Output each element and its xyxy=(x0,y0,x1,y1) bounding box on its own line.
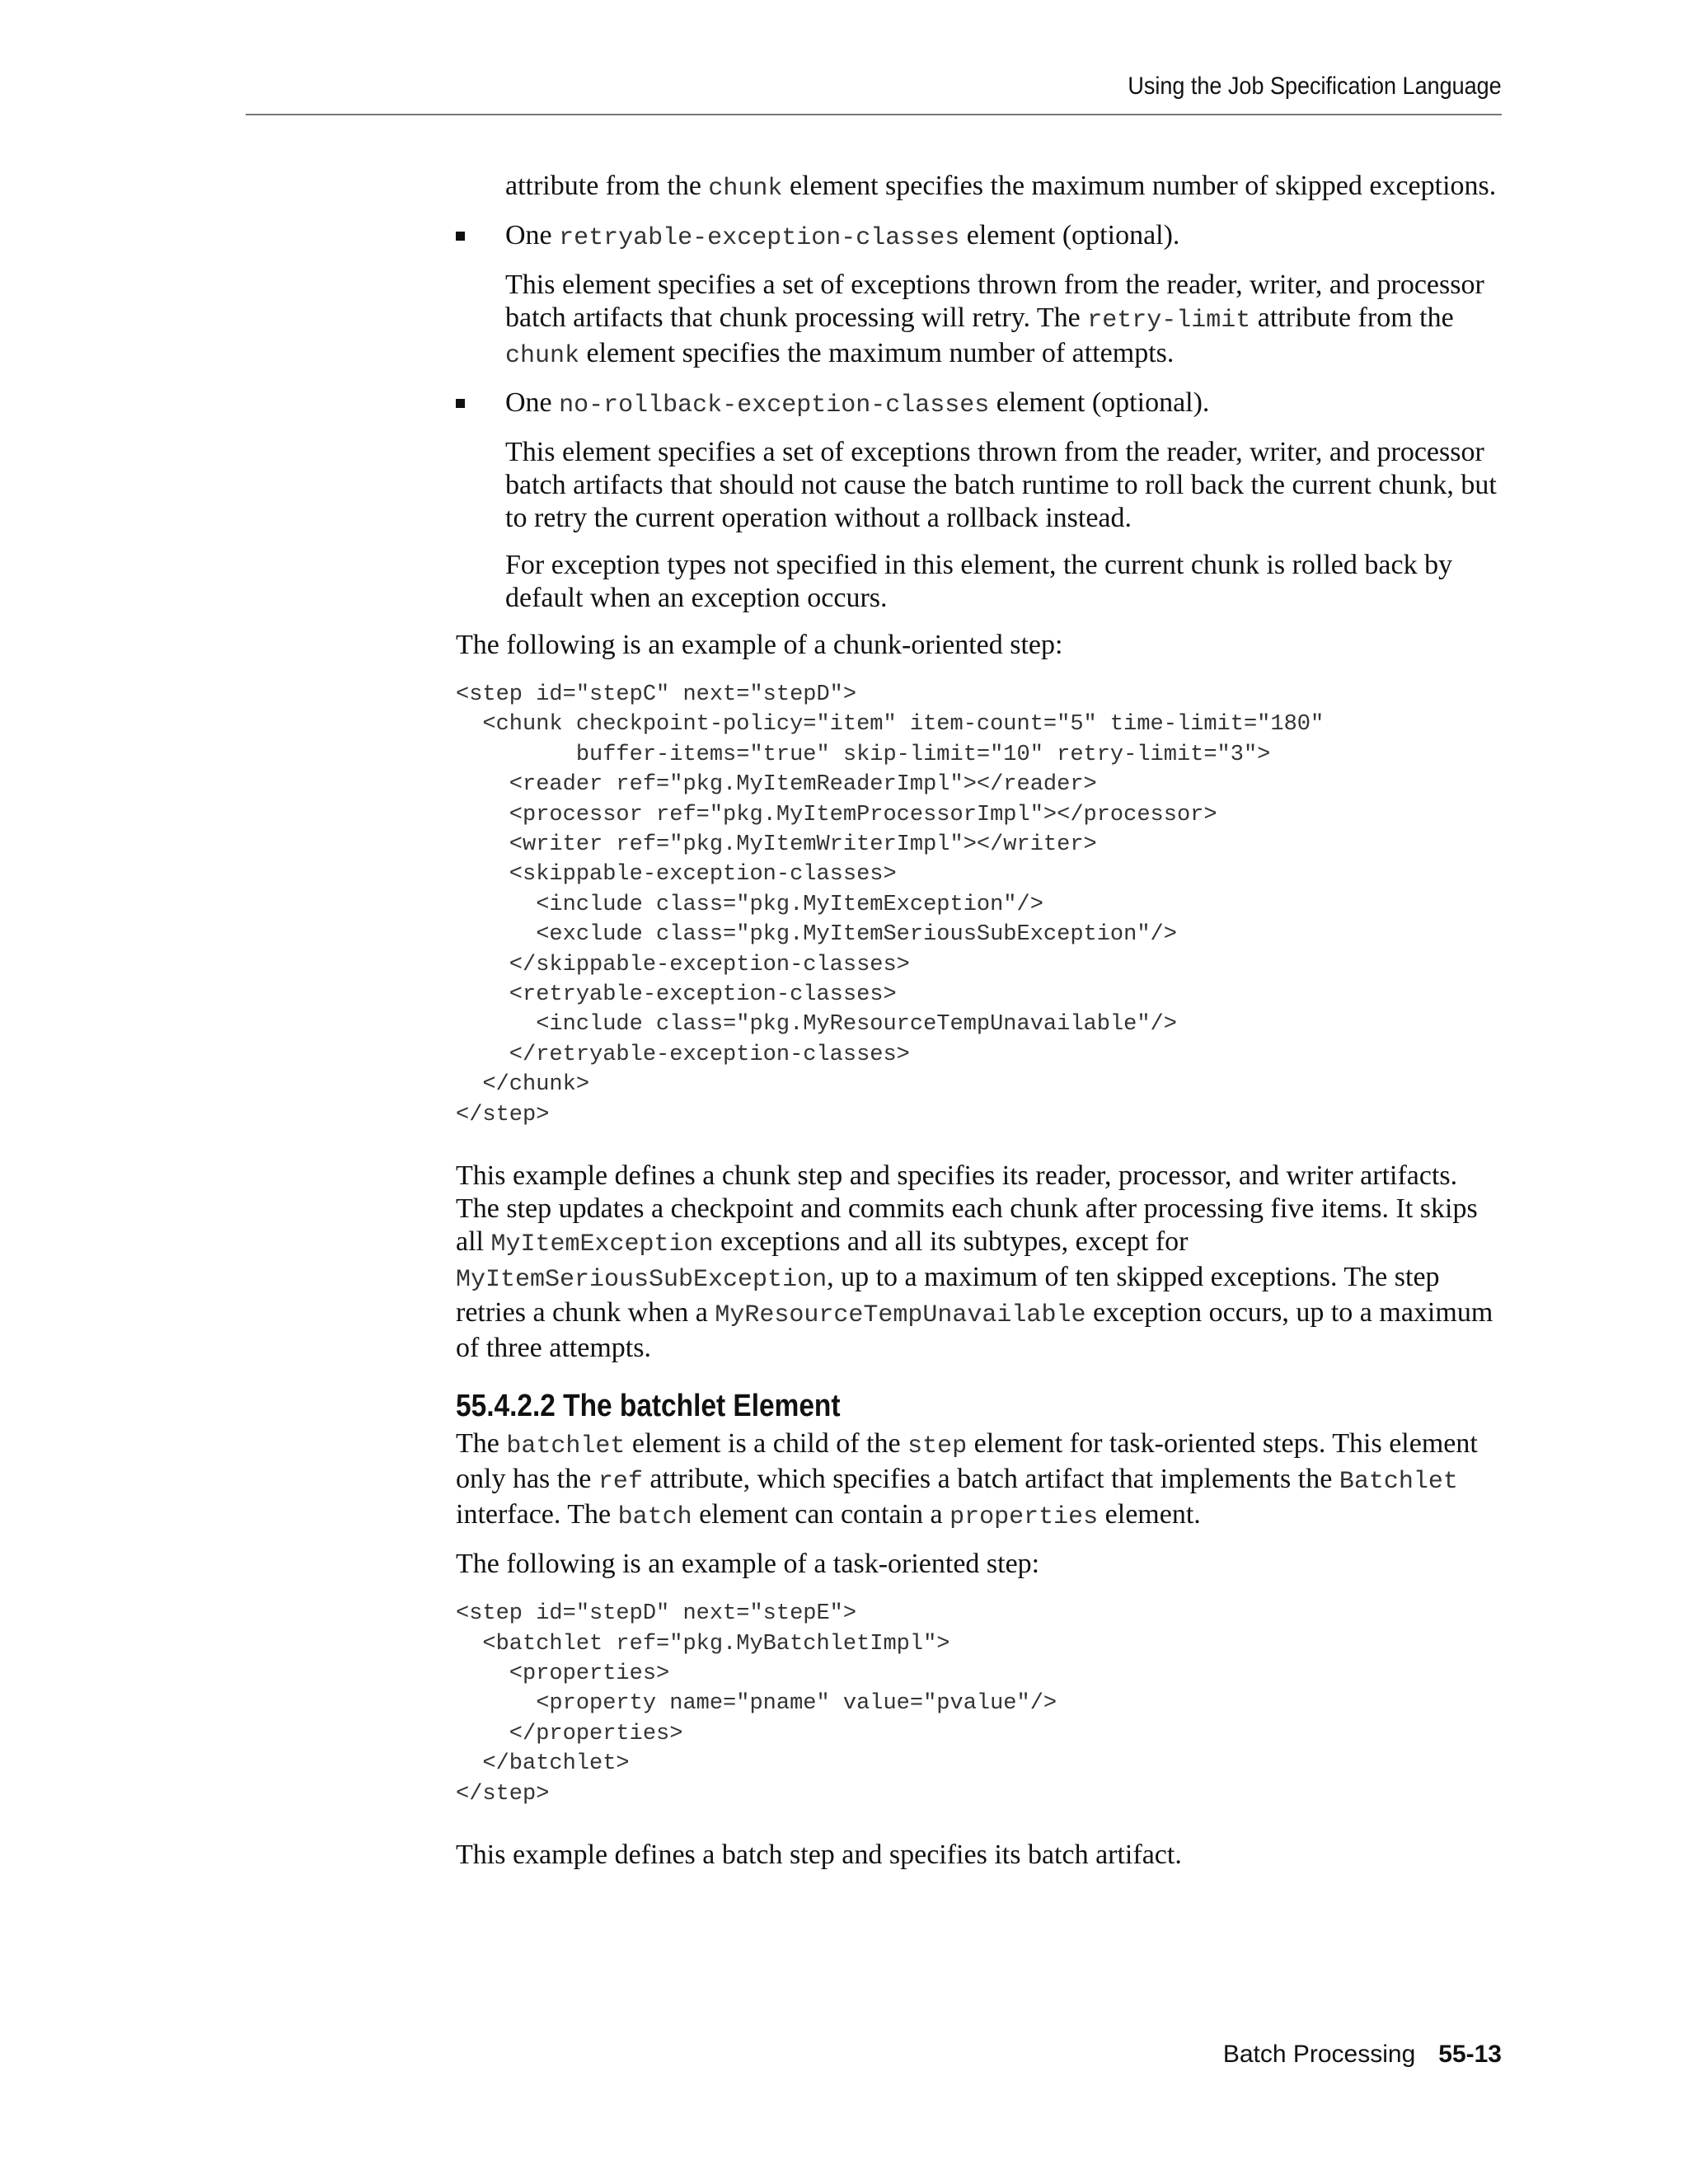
code-line: </step> xyxy=(456,1781,550,1807)
code-line: <skippable-exception-classes> xyxy=(456,862,897,888)
code-line: <include class="pkg.MyItemException"/> xyxy=(456,892,1043,917)
code-line: <include class="pkg.MyResourceTempUnavailable"/> xyxy=(456,1012,1177,1038)
chunk-example-explanation: This example defines a chunk step and specifies its reader, processor, and writer artifacts. The step updates a checkpoint and commits each chunk after processing five items. It skips all MyItemException exceptions and all its subtypes, except for MyItemSeriousSubException, up to a maximum of ten skipped exceptions. The step retries a chunk when a MyResourceTempUnavailable exception occurs, up to a maximum of three attempts. xyxy=(456,1160,1493,1364)
code-line: </step> xyxy=(456,1102,550,1127)
bullet-description: For exception types not specified in this element, the current chunk is rolled back by default when an exception occurs. xyxy=(505,550,1453,613)
page-number: 55-13 xyxy=(1438,2041,1502,2068)
task-example-intro: The following is an example of a task-oriented step: xyxy=(456,1549,1040,1580)
inline-code: ref xyxy=(598,1468,643,1497)
inline-code: step xyxy=(907,1432,968,1461)
page-content xyxy=(456,170,1503,1872)
section-heading: 55.4.2.2 The batchlet Element xyxy=(456,1389,841,1424)
code-line: <property name="pname" value="pvalue"/> xyxy=(456,1691,1057,1717)
code-line: </properties> xyxy=(456,1721,683,1746)
code-line: <properties> xyxy=(456,1661,670,1686)
code-line: </retryable-exception-classes> xyxy=(456,1042,910,1067)
inline-code: Batchlet xyxy=(1339,1468,1458,1497)
inline-code: retry-limit xyxy=(1087,307,1251,335)
chunk-code-block xyxy=(456,680,1503,1130)
code-line: <reader ref="pkg.MyItemReaderImpl"></reader> xyxy=(456,772,1097,798)
continued-paragraph: attribute from the chunk element specifies the maximum number of skipped exceptions. xyxy=(505,171,1497,203)
inline-code: chunk xyxy=(708,175,783,203)
code-line: <step id="stepD" next="stepE"> xyxy=(456,1601,857,1627)
bullet-item-retryable: One retryable-exception-classes element (optional). xyxy=(505,219,1503,255)
task-code-block xyxy=(456,1599,1503,1809)
footer-chapter-title: Batch Processing xyxy=(1222,2041,1416,2068)
code-line: <chunk checkpoint-policy="item" item-count="5" time-limit="180" xyxy=(456,712,1325,738)
code-line: <step id="stepC" next="stepD"> xyxy=(456,682,857,707)
code-line: <writer ref="pkg.MyItemWriterImpl"></writer> xyxy=(456,832,1097,858)
code-line: <exclude class="pkg.MyItemSeriousSubException"/> xyxy=(456,922,1177,948)
inline-code: MyResourceTempUnavailable xyxy=(715,1301,1086,1330)
code-line: buffer-items="true" skip-limit="10" retry-limit="3"> xyxy=(456,742,1271,767)
batchlet-paragraph: The batchlet element is a child of the step element for task-oriented steps. This element only has the ref attribute, which specifies a batch artifact that implements the Batchlet interface. The batch element can contain a properties element. xyxy=(456,1428,1478,1532)
inline-code: properties xyxy=(950,1503,1099,1532)
bullet-item-no-rollback: One no-rollback-exception-classes element (optional). xyxy=(505,387,1503,422)
task-example-explanation: This example defines a batch step and specifies its batch artifact. xyxy=(456,1839,1182,1870)
chunk-example-intro: The following is an example of a chunk-oriented step: xyxy=(456,630,1063,660)
inline-code: batch xyxy=(617,1503,692,1532)
code-line: </chunk> xyxy=(456,1072,590,1098)
running-head: Using the Job Specification Language xyxy=(1128,73,1502,100)
code-line: </batchlet> xyxy=(456,1751,630,1777)
square-bullet-icon xyxy=(456,232,465,241)
bullet-description: This element specifies a set of exceptions thrown from the reader, writer, and processor batch artifacts that should not cause the batch runtime to roll back the current chunk, but to retry the current operation without a rollback instead. xyxy=(505,437,1497,533)
code-line: </skippable-exception-classes> xyxy=(456,952,910,977)
header-rule xyxy=(246,114,1502,115)
inline-code: retryable-exception-classes xyxy=(559,224,960,252)
page-footer xyxy=(1223,2041,1502,2069)
inline-code: no-rollback-exception-classes xyxy=(559,391,990,419)
inline-code: chunk xyxy=(505,342,580,370)
inline-code: MyItemException xyxy=(490,1230,714,1259)
code-line: <batchlet ref="pkg.MyBatchletImpl"> xyxy=(456,1631,950,1657)
bullet-description: This element specifies a set of exceptions thrown from the reader, writer, and processor batch artifacts that chunk processing will retry. The retry-limit attribute from the chunk element specifies the maximum number of attempts. xyxy=(505,269,1484,370)
code-line: <processor ref="pkg.MyItemProcessorImpl"></processor> xyxy=(456,802,1217,827)
inline-code: batchlet xyxy=(506,1432,626,1461)
code-line: <retryable-exception-classes> xyxy=(456,982,897,1008)
square-bullet-icon xyxy=(456,399,465,408)
inline-code: MyItemSeriousSubException xyxy=(456,1266,828,1295)
